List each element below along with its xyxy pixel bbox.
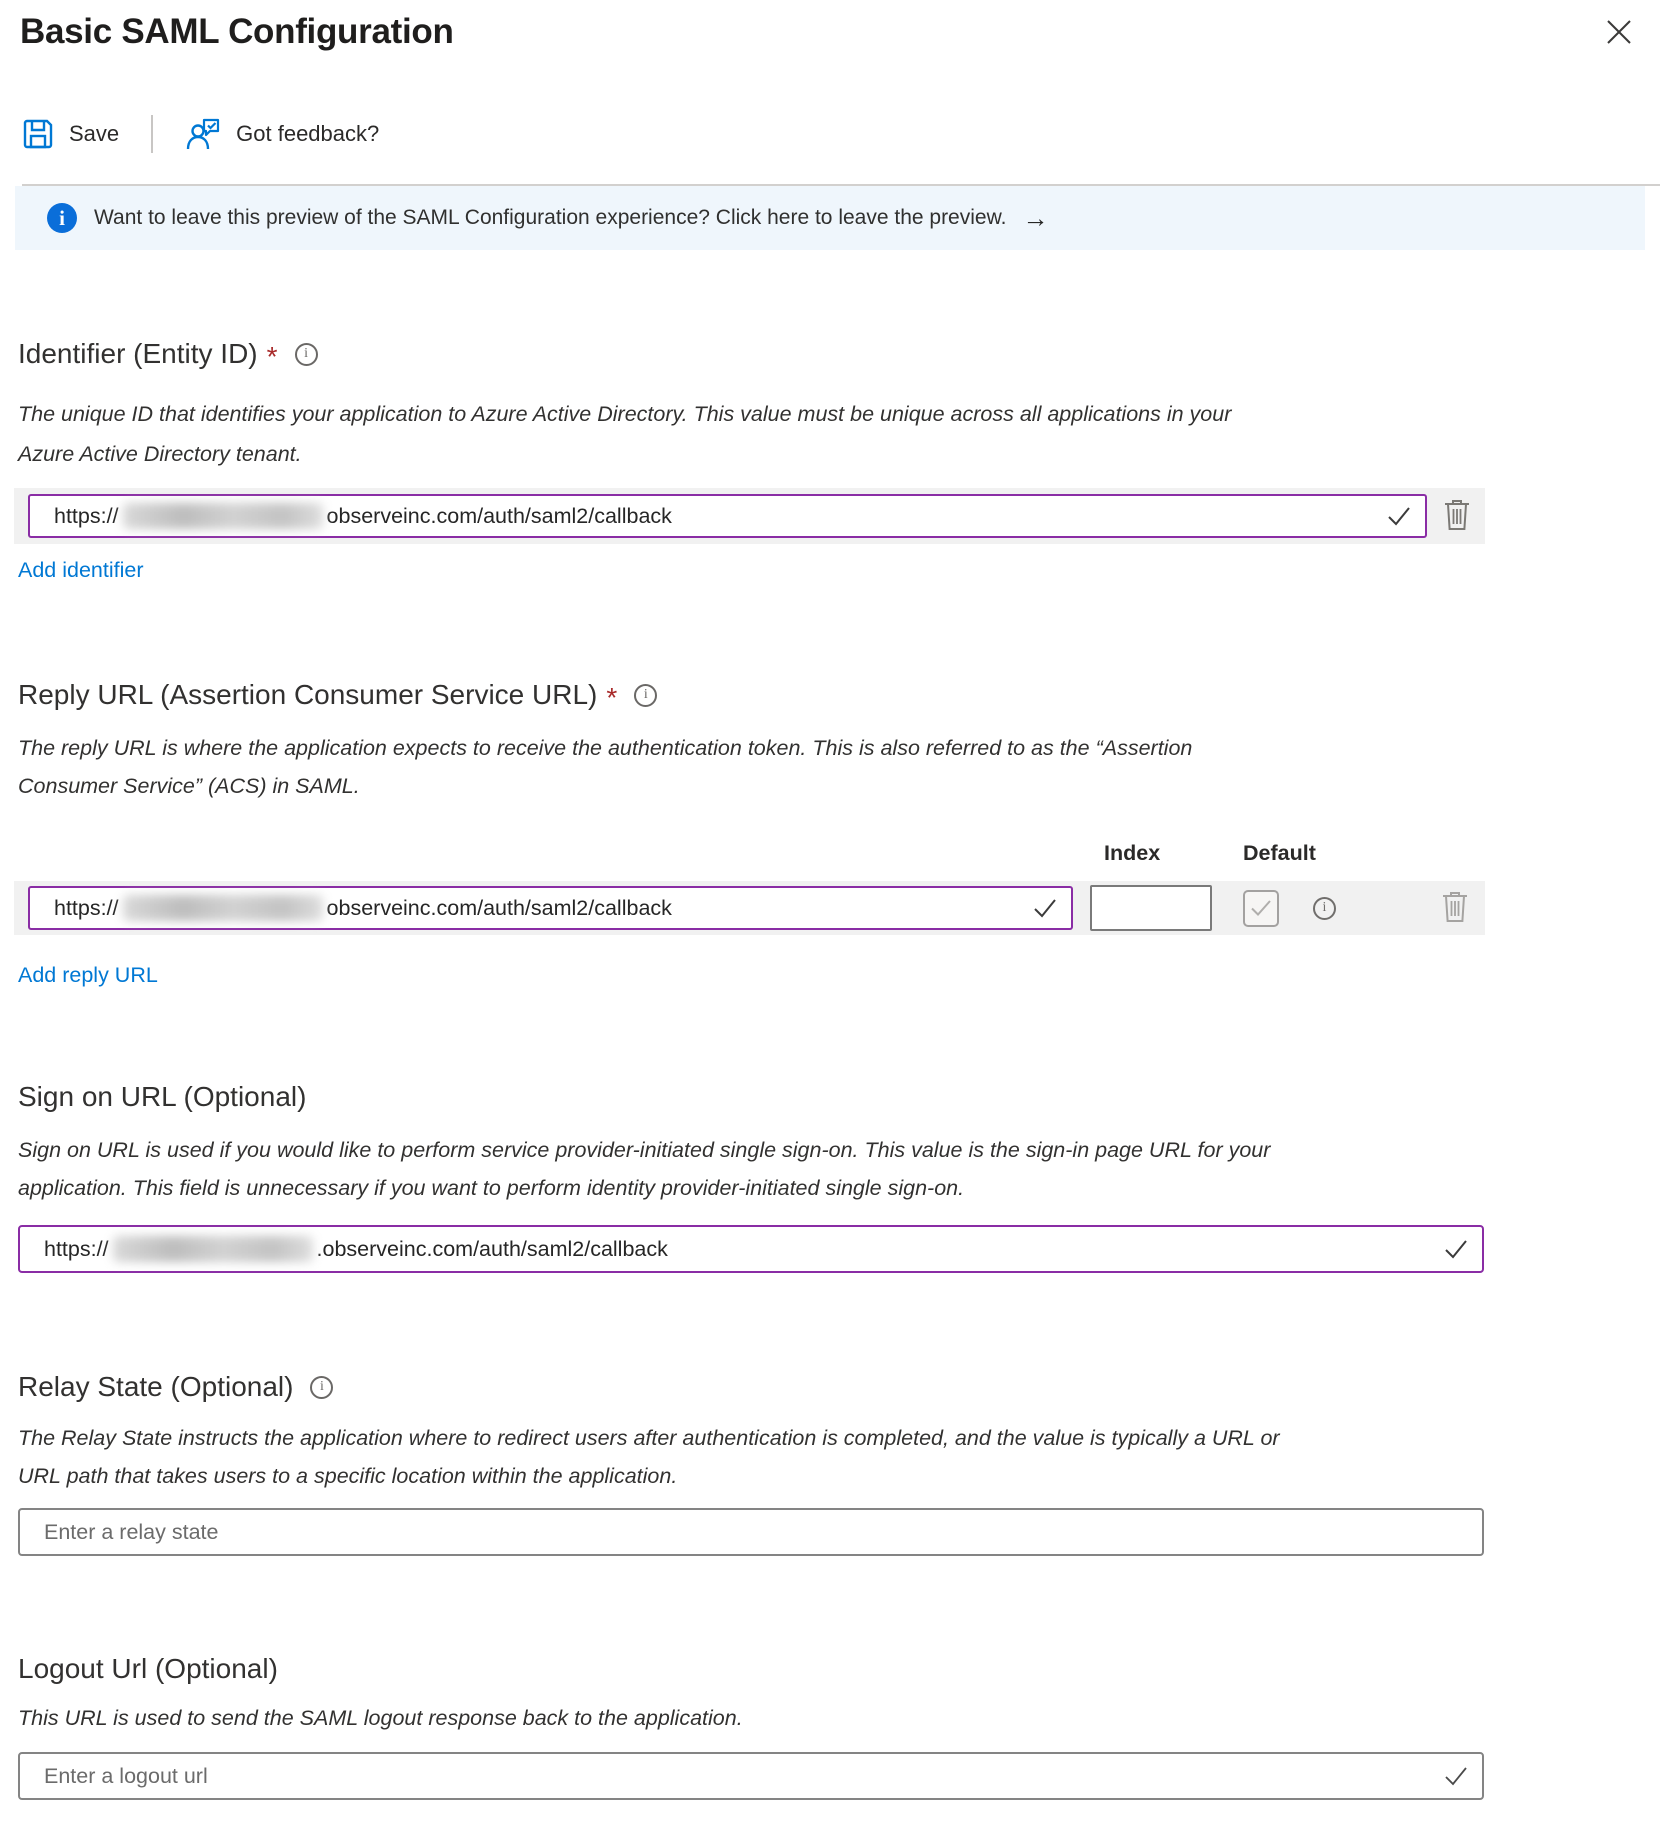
- relay-state-input[interactable]: [44, 1520, 1468, 1545]
- identifier-section: [18, 334, 1660, 583]
- valid-check-icon: [1444, 1239, 1468, 1259]
- reply-url-heading: Reply URL (Assertion Consumer Service URL): [18, 679, 598, 710]
- logout-url-field: [18, 1752, 1484, 1800]
- save-label: Save: [69, 121, 120, 146]
- arrow-right-icon[interactable]: →: [1022, 202, 1049, 233]
- url-suffix: observeinc.com/auth/saml2/callback: [326, 895, 672, 920]
- checkbox-check-icon: [1250, 899, 1272, 917]
- reply-url-row: [14, 881, 1485, 935]
- page-title: Basic SAML Configuration: [20, 12, 454, 51]
- url-suffix: .observeinc.com/auth/saml2/callback: [316, 1236, 668, 1261]
- toolbar-separator: [151, 115, 153, 153]
- info-icon[interactable]: i: [1313, 897, 1336, 920]
- index-column-header: Index: [1104, 841, 1161, 865]
- url-prefix: https://: [44, 1236, 109, 1261]
- info-filled-icon: i: [47, 203, 77, 233]
- required-asterisk: *: [606, 682, 618, 713]
- valid-check-icon: [1444, 1766, 1468, 1786]
- identifier-row: [14, 488, 1485, 544]
- add-identifier-link[interactable]: Add identifier: [18, 558, 144, 582]
- logout-url-input[interactable]: [44, 1764, 1444, 1789]
- close-icon: [1605, 18, 1633, 46]
- panel-header: [18, 0, 1660, 56]
- url-prefix: https://: [54, 895, 119, 920]
- index-input[interactable]: [1090, 885, 1212, 931]
- info-icon[interactable]: i: [634, 684, 657, 707]
- relay-state-description: The Relay State instructs the application where to redirect users after authentication is completed, and the value is typically a URL or URL path that takes users to a specific location within the application.: [18, 1426, 1280, 1488]
- info-icon[interactable]: i: [295, 343, 318, 366]
- identifier-url-input[interactable]: [28, 494, 1427, 538]
- sign-on-url-section: [18, 1077, 1660, 1273]
- default-column-header: Default: [1243, 841, 1316, 865]
- feedback-button[interactable]: [181, 116, 383, 152]
- redacted-url-segment: [113, 1236, 313, 1262]
- close-button[interactable]: [1600, 14, 1638, 52]
- logout-url-description: This URL is used to send the SAML logout response back to the application.: [18, 1706, 743, 1730]
- trash-icon: [1443, 499, 1471, 531]
- trash-icon: [1441, 891, 1469, 923]
- reply-url-section: [18, 675, 1660, 988]
- identifier-heading: Identifier (Entity ID): [18, 338, 258, 369]
- default-checkbox[interactable]: [1243, 890, 1279, 927]
- save-icon: [22, 118, 54, 150]
- reply-column-headers: [14, 841, 1485, 881]
- sign-on-url-description: Sign on URL is used if you would like to perform service provider-initiated single sign-on. This value is the sign-in page URL for your application. This field is unnecessary if you want to perform identity provider-initiated single sign-on.: [18, 1138, 1271, 1200]
- preview-banner: [15, 186, 1645, 250]
- redacted-url-segment: [123, 895, 323, 921]
- logout-url-heading: Logout Url (Optional): [18, 1653, 278, 1684]
- identifier-description: The unique ID that identifies your application to Azure Active Directory. This value must be unique across all applications in your Azure Active Directory tenant.: [18, 402, 1232, 466]
- feedback-icon: [185, 116, 221, 152]
- reply-url-input[interactable]: [28, 886, 1073, 930]
- url-prefix: https://: [54, 503, 119, 528]
- add-reply-url-link[interactable]: Add reply URL: [18, 963, 158, 987]
- url-suffix: observeinc.com/auth/saml2/callback: [326, 503, 672, 528]
- sign-on-url-input[interactable]: [18, 1225, 1484, 1273]
- save-button[interactable]: [18, 118, 123, 150]
- command-bar: [18, 114, 1660, 154]
- valid-check-icon: [1387, 506, 1411, 526]
- relay-state-heading: Relay State (Optional): [18, 1371, 294, 1402]
- info-icon[interactable]: i: [310, 1376, 333, 1399]
- logout-url-section: [18, 1649, 1660, 1800]
- reply-url-description: The reply URL is where the application expects to receive the authentication token. This is also referred to as the “Assertion Consumer Service” (ACS) in SAML.: [18, 736, 1193, 798]
- redacted-url-segment: [123, 503, 323, 529]
- sign-on-url-heading: Sign on URL (Optional): [18, 1081, 307, 1112]
- relay-state-field: [18, 1508, 1484, 1556]
- delete-reply-url-button[interactable]: [1441, 891, 1469, 926]
- required-asterisk: *: [266, 341, 278, 372]
- feedback-label: Got feedback?: [236, 121, 380, 146]
- delete-identifier-button[interactable]: [1443, 499, 1471, 534]
- relay-state-section: [18, 1367, 1660, 1556]
- preview-banner-link[interactable]: Want to leave this preview of the SAML Configuration experience? Click here to leave the preview.: [94, 206, 1007, 229]
- valid-check-icon: [1033, 898, 1057, 918]
